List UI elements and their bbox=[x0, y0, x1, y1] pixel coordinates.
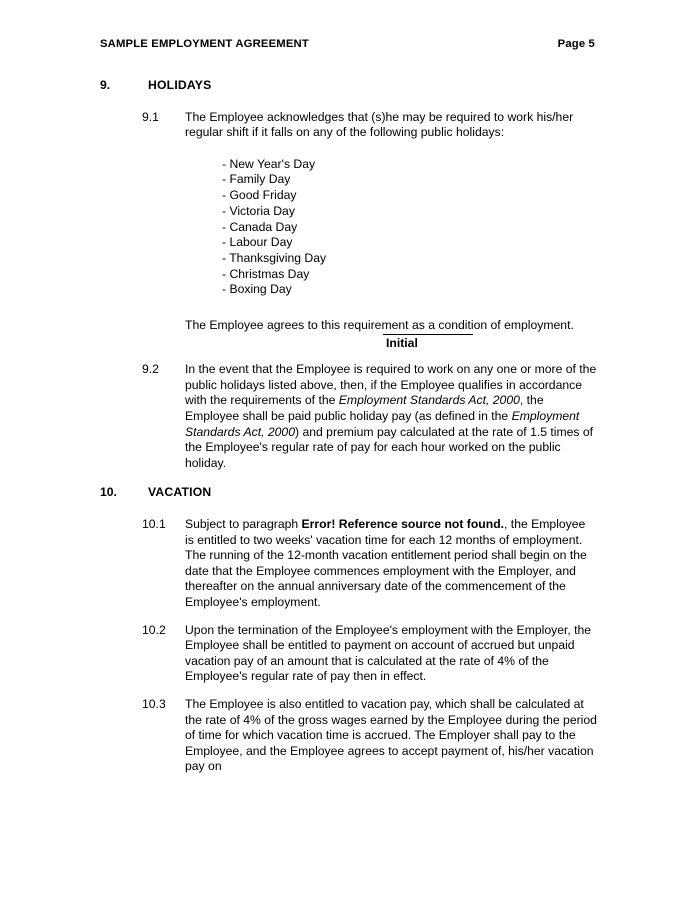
header-page-number: Page 5 bbox=[557, 38, 595, 50]
clause-number: 9.2 bbox=[142, 362, 159, 377]
clause-text: The Employee is also entitled to vacation pay, which shall be calculated at the rate of 4% of the gross wages earned by the Employee during the period of time for which vacation time is accrued. The Employer shall pay to the Employee, and the Employee agrees to accept payment of, his/her vacation pay on bbox=[185, 696, 597, 774]
list-item: - Boxing Day bbox=[222, 282, 292, 297]
clause-text bbox=[185, 517, 597, 611]
clause-10-3 bbox=[0, 697, 695, 775]
clause-text-part2: , the Employee is entitled to two weeks' vacation time for each 12 months of employment. The running of the 12-month vacation entitlement period shall begin on the date that the Employee commences employment with the Employer, and thereafter on the annual anniversary date of the commencement of the Employee's employment. bbox=[185, 517, 587, 610]
clause-number: 10.1 bbox=[142, 517, 166, 532]
statute-citation: Employment Standards Act, 2000 bbox=[185, 409, 580, 439]
signature-line[interactable] bbox=[383, 334, 473, 335]
section-heading-vacation bbox=[0, 485, 695, 501]
clause-text: Upon the termination of the Employee's employment with the Employer, the Employee shall be entitled to payment on account of accrued but unpaid vacation pay of an amount that is calculated at the rate of 4% of the Employee's regular rate of pay then in effect. bbox=[185, 622, 592, 684]
clause-9-1 bbox=[0, 110, 695, 141]
list-item: - Canada Day bbox=[222, 219, 298, 234]
initial-signature-block bbox=[383, 334, 503, 352]
list-item: - Victoria Day bbox=[222, 203, 295, 218]
clause-text-part3: ) and premium pay calculated at the rate of 1.5 times of the Employee's regular rate of pay for each hour worked on the public holiday. bbox=[185, 424, 594, 470]
section-number: 10. bbox=[100, 485, 117, 500]
section-title: VACATION bbox=[148, 485, 212, 500]
clause-number: 10.2 bbox=[142, 622, 166, 637]
clause-10-2 bbox=[0, 623, 695, 685]
header-title: SAMPLE EMPLOYMENT AGREEMENT bbox=[100, 38, 309, 50]
clause-text: The Employee acknowledges that (s)he may be required to work his/her regular shift if it falls on any of the following public holidays: bbox=[185, 109, 574, 140]
list-item: - Thanksgiving Day bbox=[222, 251, 327, 265]
section-heading-holidays bbox=[0, 78, 695, 94]
clause-text-part2: , the Employee shall be paid public holiday pay (as defined in the bbox=[185, 393, 544, 424]
initial-label: Initial bbox=[386, 335, 418, 350]
public-holiday-list bbox=[222, 157, 695, 298]
list-item: - Family Day bbox=[222, 172, 291, 187]
clause-10-1 bbox=[0, 517, 695, 611]
list-item: - Labour Day bbox=[222, 235, 293, 250]
document-header bbox=[100, 38, 595, 50]
list-item: - Good Friday bbox=[222, 188, 297, 203]
document-body bbox=[0, 78, 695, 775]
agreement-paragraph: The Employee agrees to this requirement as a condition of employment. bbox=[185, 318, 574, 333]
statute-citation: Employment Standards Act, 2000 bbox=[338, 393, 520, 408]
clause-number: 9.1 bbox=[142, 109, 159, 124]
section-number: 9. bbox=[100, 78, 111, 92]
broken-reference-error: Error! Reference source not found. bbox=[301, 517, 505, 532]
clause-9-2 bbox=[0, 362, 695, 471]
clause-text bbox=[185, 362, 597, 471]
section-title: HOLIDAYS bbox=[148, 78, 212, 92]
list-item: - Christmas Day bbox=[222, 266, 310, 281]
clause-text-part1: Subject to paragraph bbox=[185, 517, 302, 532]
clause-text-part1: In the event that the Employee is required to work on any one or more of the public holidays listed above, then, if the Employee qualifies in accordance with the requirements of the bbox=[185, 362, 597, 408]
clause-number: 10.3 bbox=[142, 696, 166, 711]
list-item: - New Year's Day bbox=[222, 156, 316, 171]
